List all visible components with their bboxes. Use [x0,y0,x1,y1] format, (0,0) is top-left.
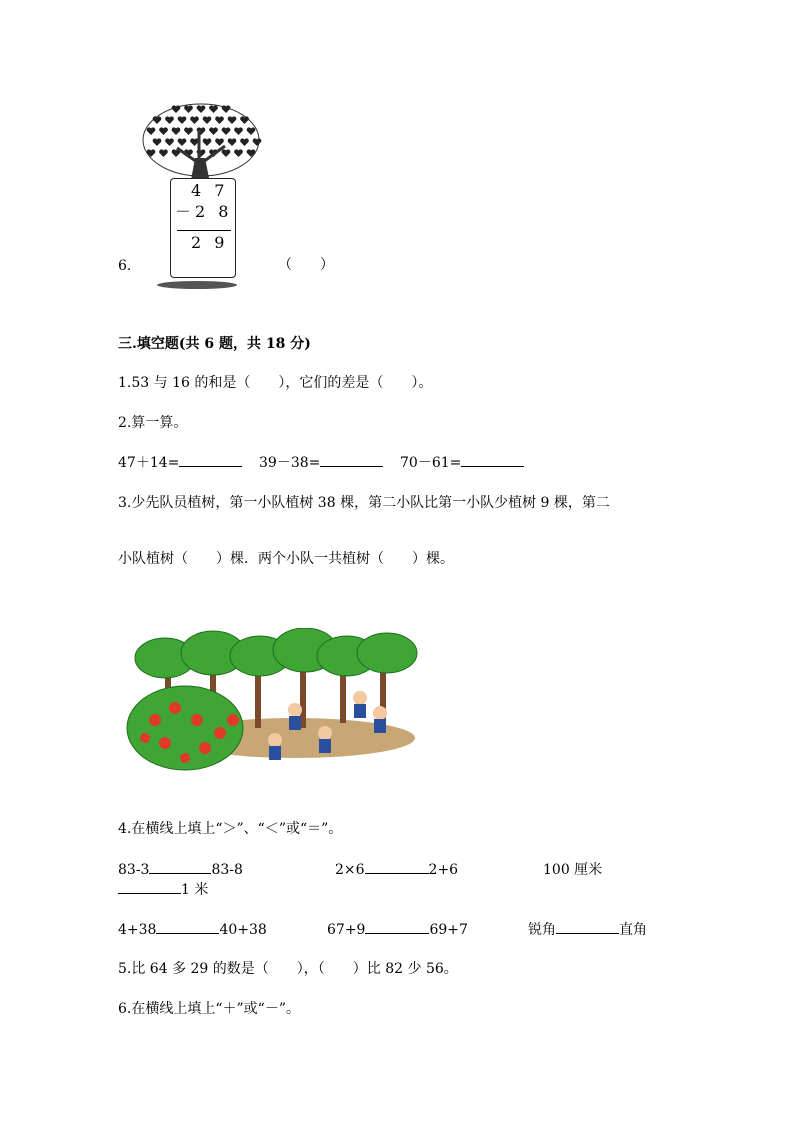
calc-item-1 [118,454,242,472]
tree-planting-illustration [125,628,420,776]
question-4: 4.在横线上填上“＞”、“＜”或“＝”。 [118,821,343,837]
compare-item-3-right [118,881,208,899]
answer-paren: （ ） [278,257,334,273]
question-2: 2.算一算。 [118,415,188,431]
section-heading: 三.填空题(共 6 题，共 18 分) [118,336,311,352]
compare-right: 直角 [619,922,647,938]
compare-item-2 [335,861,458,879]
answer-blank[interactable] [365,861,429,874]
compare-left: 67+9 [327,922,366,938]
compare-right: 1 米 [181,882,209,898]
calc-subtrahend: －2 8 [175,202,233,221]
calc-item-3 [400,454,524,472]
calc-item-2 [259,454,383,472]
compare-left: 2×6 [335,862,365,878]
answer-blank[interactable] [461,454,524,467]
answer-blank[interactable] [320,454,383,467]
compare-right: 2+6 [428,862,459,878]
compare-right: 40+38 [219,922,267,938]
question-6: 6.在横线上填上“＋”或“－”。 [118,1001,300,1017]
calc-item-3-label: 70－61= [400,455,462,471]
compare-left: 锐角 [528,922,556,938]
compare-left: 83-3 [118,862,150,878]
garden-scene-icon [125,628,420,776]
calc-item-2-label: 39－38= [259,455,321,471]
answer-blank[interactable] [179,454,242,467]
compare-right: 83-8 [211,862,243,878]
answer-blank[interactable] [149,861,211,874]
question-1: 1.53 与 16 的和是（ ），它们的差是（ ）。 [118,375,433,391]
compare-right: 69+7 [429,922,468,938]
question-5: 5.比 64 多 29 的数是（ ），（ ）比 82 少 56。 [118,961,458,977]
question-3-line-2: 小队植树（ ）棵．两个小队一共植树（ ）棵。 [118,551,454,567]
compare-item-4 [118,921,267,939]
answer-blank[interactable] [156,921,219,934]
question-3-line-1: 3.少先队员植树，第一小队植树 38 棵，第二小队比第一小队少植树 9 棵，第二 [118,495,610,511]
calc-minuend: 4 7 [191,181,229,200]
compare-item-5 [327,921,468,939]
subtraction-scroll [170,178,236,278]
tree-scroll-illustration [137,100,267,290]
answer-blank[interactable] [118,881,181,894]
answer-blank[interactable] [365,921,429,934]
compare-item-3-left: 100 厘米 [543,862,603,878]
calc-item-1-label: 47＋14= [118,455,180,471]
compare-left: 4+38 [118,922,157,938]
calc-divider [177,230,231,231]
calc-result: 2 9 [191,233,229,252]
answer-blank[interactable] [556,921,619,934]
question-number: 6. [118,258,132,274]
compare-item-6 [528,921,647,939]
compare-item-1 [118,861,243,879]
